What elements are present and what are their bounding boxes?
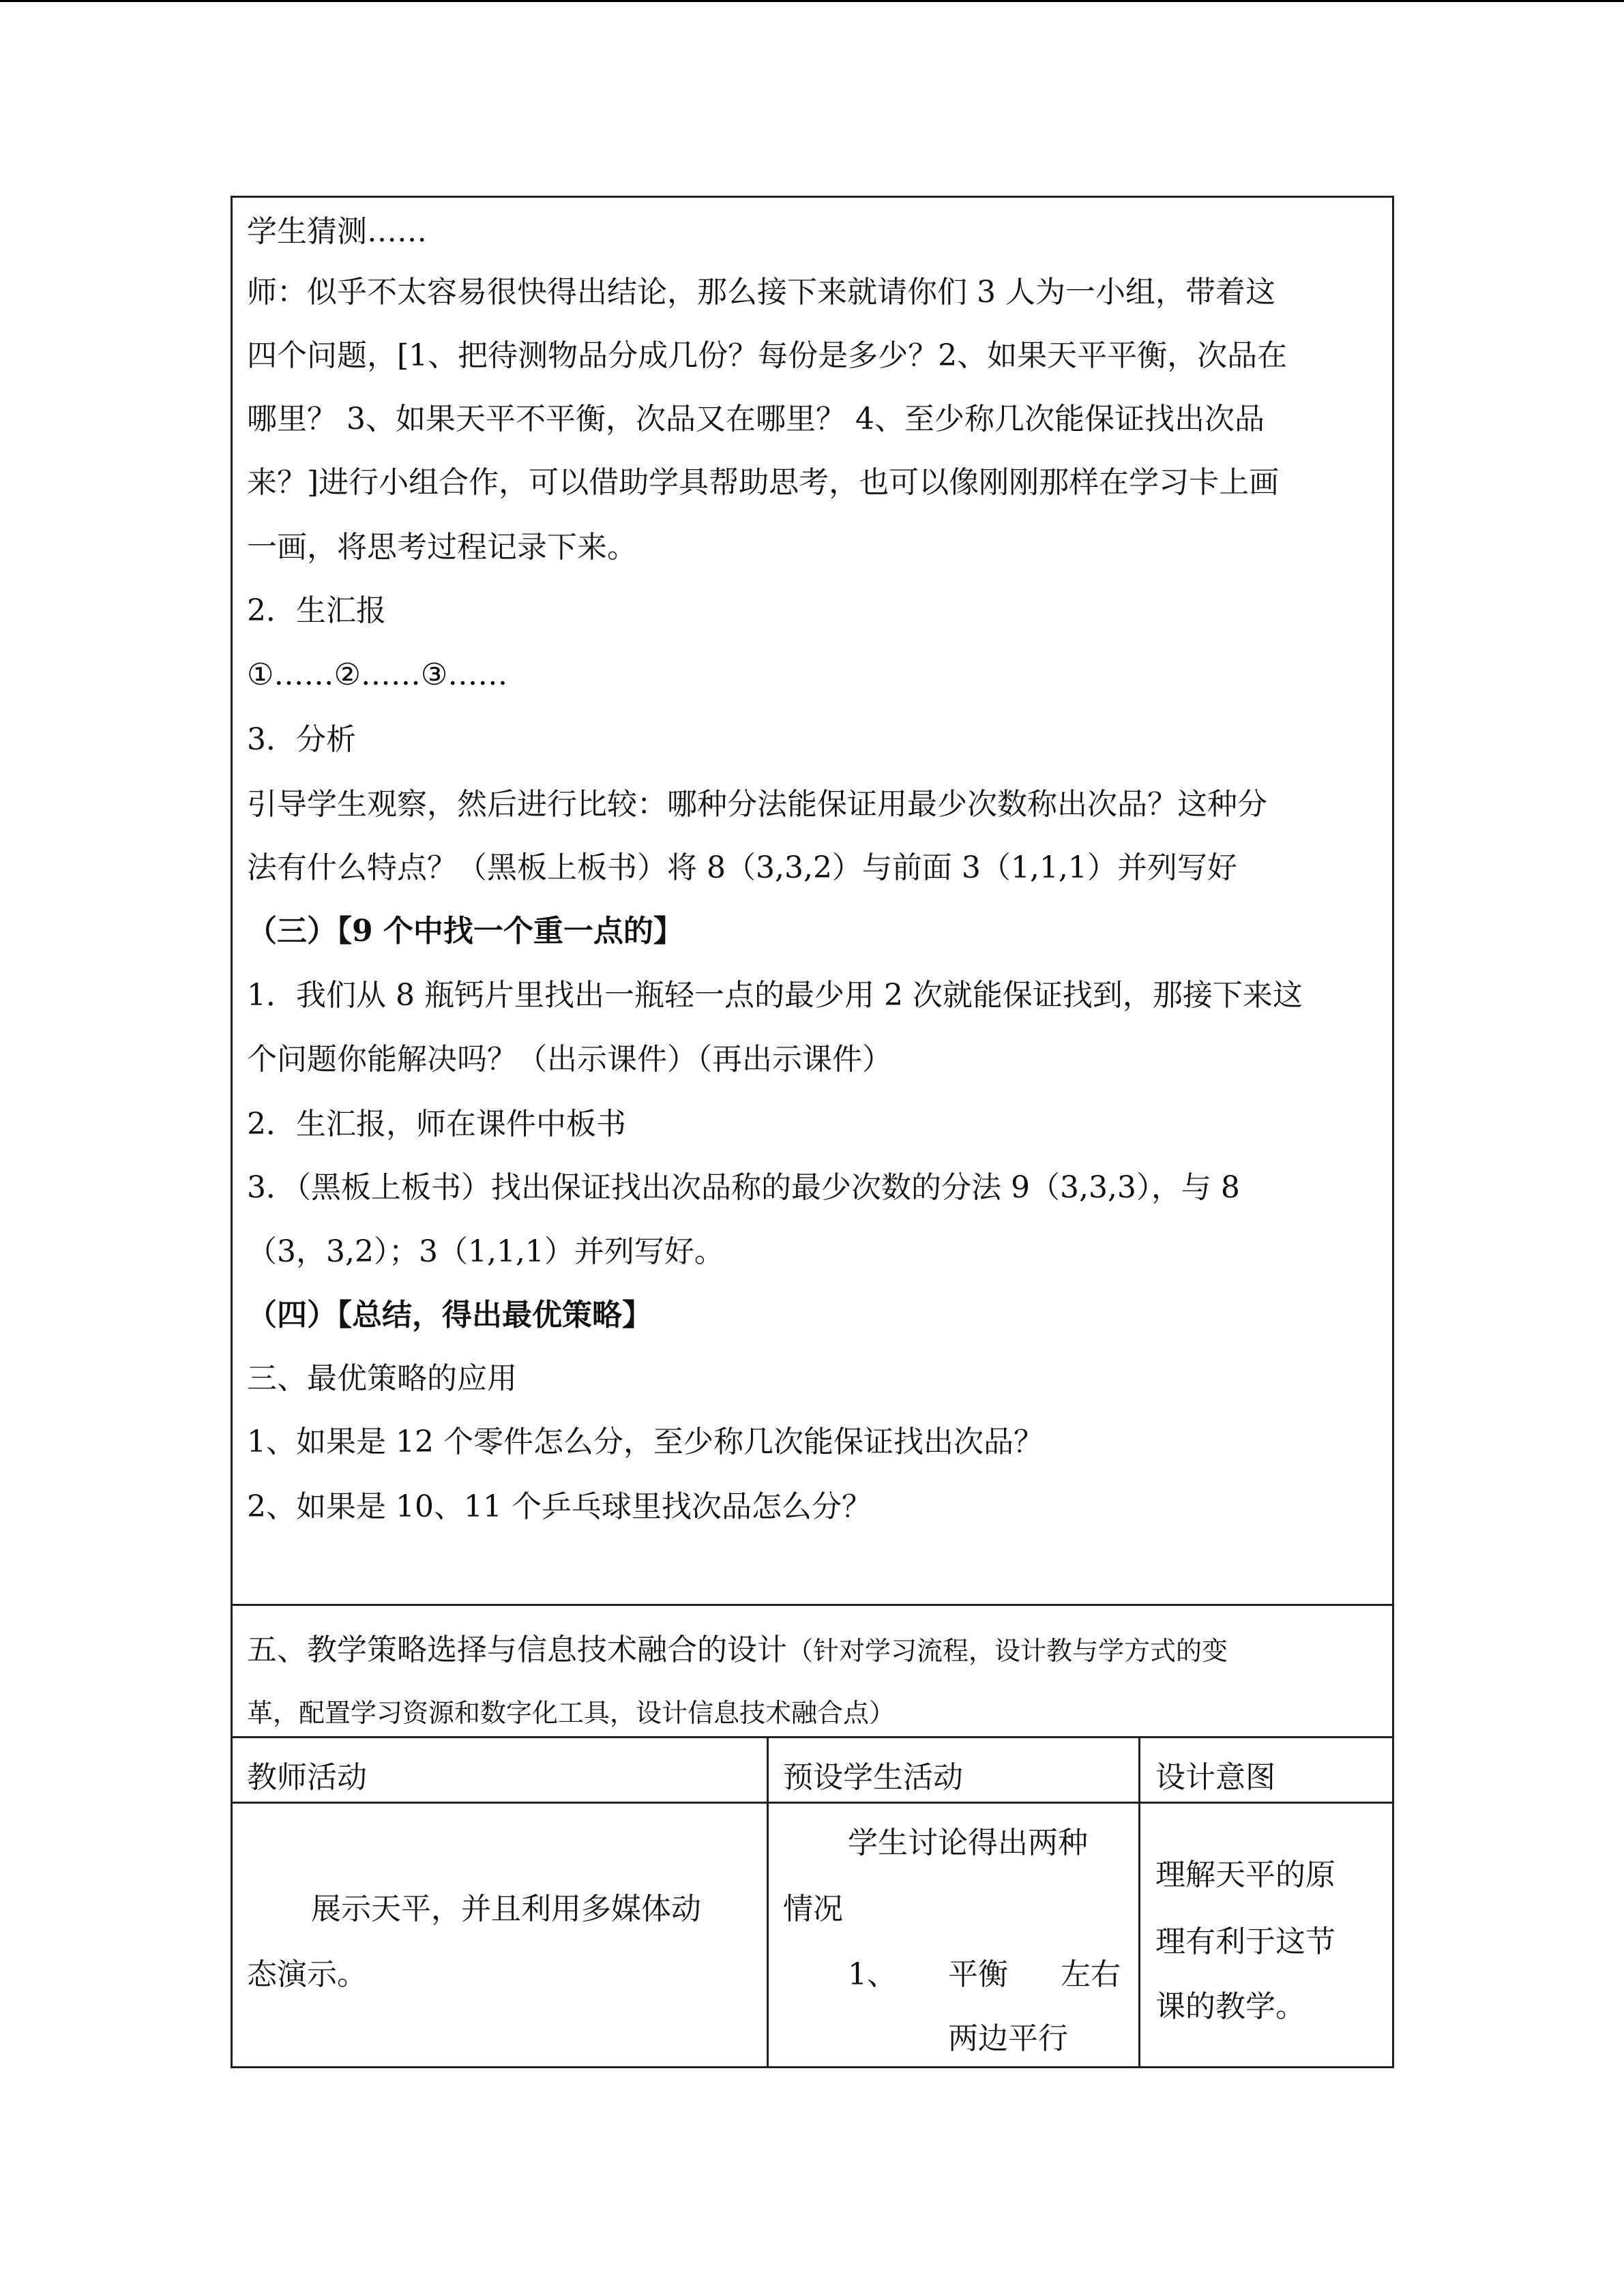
header-student-activity: 预设学生活动 [783,1760,963,1795]
table-col-divider-1 [767,1736,769,2068]
table-top-rule [231,1736,1394,1738]
lesson-line: 哪里？ 3、如果天平不平衡，次品又在哪里？ 4、至少称几次能保证找出次品 [247,402,1265,436]
student-activity-line: 情况 [783,1892,843,1926]
table-col-divider-2 [1138,1736,1140,2068]
page-top-border [0,0,1624,2]
section5-note-line2: 革，配置学习资源和数字化工具，设计信息技术融合点） [247,1698,896,1728]
lesson-line: 个问题你能解决吗？（出示课件）（再出示课件） [247,1042,892,1077]
student-activity-term: 左右 [1061,1957,1121,1992]
lesson-line: 法有什么特点？（黑板上板书）将 8（3,3,2）与前面 3（1,1,1）并列写好 [247,850,1237,885]
teacher-activity-line: 态演示。 [247,1957,367,1992]
section-heading-three: （三）【9 个中找一个重一点的】 [247,914,683,949]
design-intent-line: 课的教学。 [1155,1989,1305,2024]
section-heading-four: （四）【总结，得出最优策略】 [247,1298,652,1332]
lesson-line: 2、如果是 10、11 个乒乓球里找次品怎么分？ [247,1489,872,1524]
lesson-line: 1．我们从 8 瓶钙片里找出一瓶轻一点的最少用 2 次就能保证找到，那接下来这 [247,978,1303,1013]
lesson-line: 四个问题，[1、把待测物品分成几份？每份是多少？2、如果天平平衡，次品在 [247,338,1288,373]
design-intent-line: 理解天平的原 [1155,1858,1335,1892]
lesson-line: 1、如果是 12 个零件怎么分，至少称几次能保证找出次品？ [247,1425,1044,1459]
table-header-rule [231,1802,1394,1804]
header-teacher-activity: 教师活动 [247,1760,367,1795]
section5-title-line1 [247,1630,1228,1671]
lesson-line: 学生猜测…… [247,214,427,249]
student-activity-term: 平衡 [948,1957,1008,1992]
lesson-line: 来？]进行小组合作，可以借助学具帮助思考，也可以像刚刚那样在学习卡上画 [247,465,1280,500]
design-intent-line: 理有利于这节 [1155,1924,1335,1959]
lesson-line: ①……②……③…… [247,657,508,692]
lesson-line: 三、最优策略的应用 [247,1361,517,1396]
lesson-line: 师：似乎不太容易很快得出结论，那么接下来就请你们 3 人为一小组，带着这 [247,275,1275,310]
lesson-line: 一画，将思考过程记录下来。 [247,530,637,565]
student-activity-line: 两边平行 [948,2021,1068,2056]
student-activity-item-number: 1、 [848,1957,897,1992]
teacher-activity-line: 展示天平，并且利用多媒体动 [311,1892,701,1926]
lesson-line: 2．生汇报 [247,593,386,628]
student-activity-line: 学生讨论得出两种 [848,1825,1088,1860]
lesson-line: 引导学生观察，然后进行比较：哪种分法能保证用最少次数称出次品？这种分 [247,787,1267,822]
lesson-line: 2．生汇报，师在课件中板书 [247,1107,626,1142]
lesson-line: 3．（黑板上板书）找出保证找出次品称的最少次数的分法 9（3,3,3），与 8 [247,1170,1240,1205]
lesson-line: 3．分析 [247,722,356,757]
section5-title: 五、教学策略选择与信息技术融合的设计 [247,1632,787,1667]
section5-note-part1: （针对学习流程，设计教与学方式的变 [787,1636,1228,1666]
lesson-line: （3，3,2）；3（1,1,1）并列写好。 [247,1234,724,1269]
header-design-intent: 设计意图 [1155,1760,1275,1795]
